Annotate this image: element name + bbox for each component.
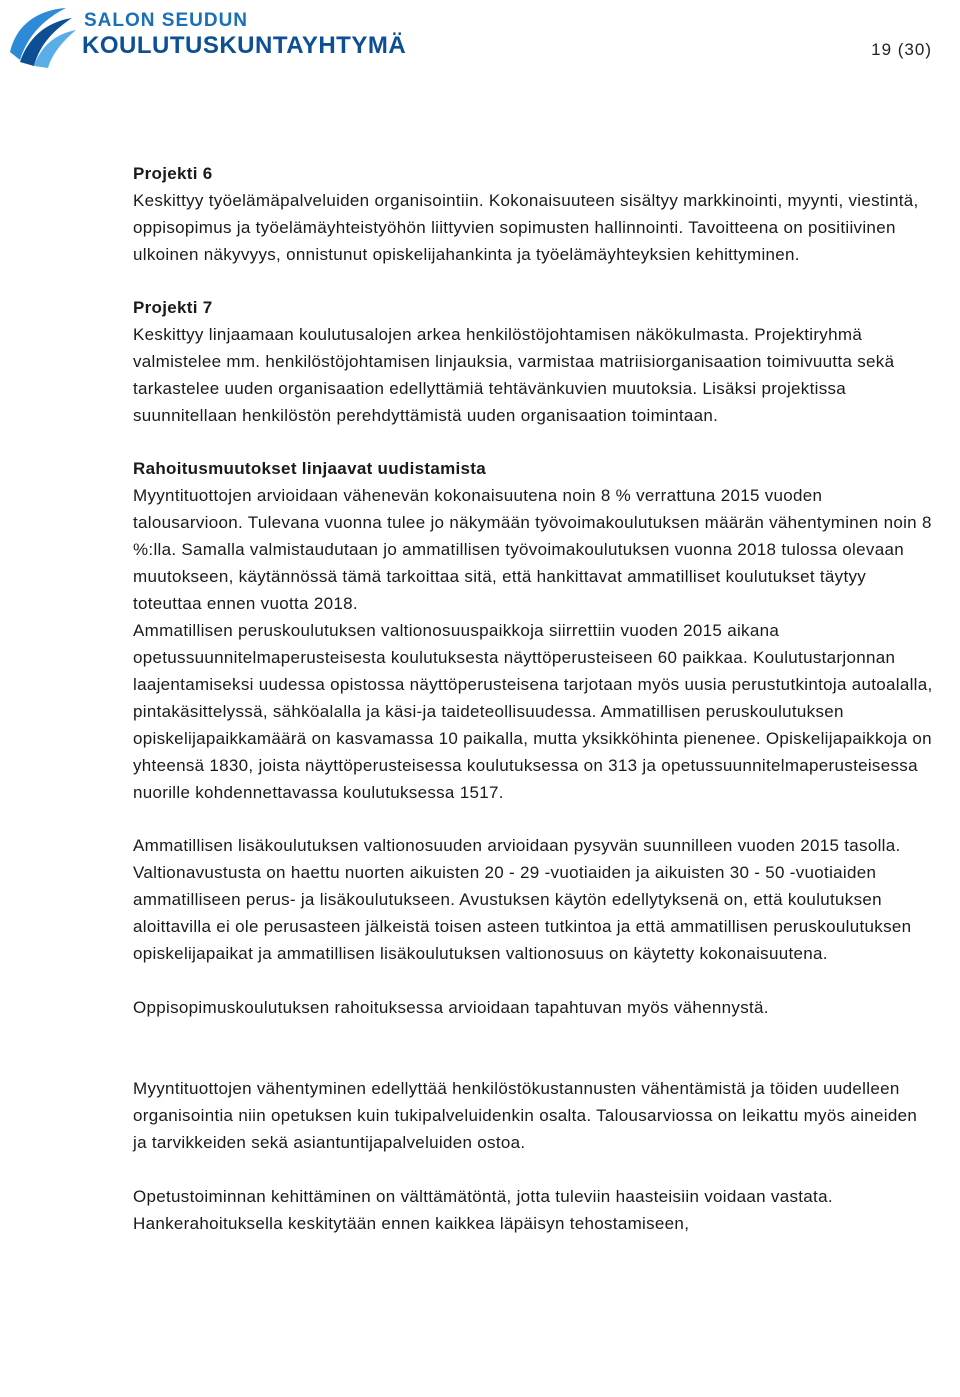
document-body — [133, 160, 935, 1237]
paragraph: Ammatillisen peruskoulutuksen valtionosuuspaikkoja siirrettiin vuoden 2015 aikana opetussuunnitelmaperusteisesta koulutuksesta näyttöperusteiseen 60 paikkaa. Koulutustarjonnan laajentamiseksi uudessa opistossa näyttöperusteisena tarjotaan myös uusia perustutkintoja autoalalla, pintakäsittelyssä, sähköalalla ja käsi-ja taideteollisuudessa. Ammatillisen peruskoulutuksen opiskelijapaikkamäärä on kasvamassa 10 paikalla, mutta yksikköhinta pienenee. Opiskelijapaikkoja on yhteensä 1830, joista näyttöperusteisessa koulutuksessa on 313 ja opetussuunnitelmaperusteisessa nuorille kohdennettavassa koulutuksessa 1517. — [133, 621, 933, 802]
paragraph: Myyntituottojen vähentyminen edellyttää henkilöstökustannusten vähentämistä ja töiden uudelleen organisointia niin opetuksen kuin tukipalveluidenkin osalta. Talousarviossa on leikattu myös aineiden ja tarvikkeiden sekä asiantuntijapalveluiden ostoa. — [133, 1079, 918, 1152]
section-heading: Rahoitusmuutokset linjaavat uudistamista — [133, 459, 487, 478]
organization-logo — [6, 4, 448, 68]
section-heading: Projekti 6 — [133, 164, 213, 183]
paragraph: Myyntituottojen arvioidaan vähenevän kokonaisuutena noin 8 % verrattuna 2015 vuoden talousarvioon. Tulevana vuonna tulee jo näkymään työvoimakoulutuksen määrän vähentyminen noin 8 %:lla. Samalla valmistaudutaan jo ammatillisen työvoimakoulutuksen vuonna 2018 tulossa olevaan muutokseen, käytännössä tämä tarkoittaa sitä, että hankittavat ammatilliset koulutukset täytyy toteuttaa ennen vuotta 2018. — [133, 486, 932, 613]
section-heading: Projekti 7 — [133, 298, 213, 317]
section-projekti-7 — [133, 294, 935, 429]
logo-emblem-icon — [6, 4, 78, 68]
section-rahoitusmuutokset — [133, 455, 935, 806]
paragraph: Ammatillisen lisäkoulutuksen valtionosuuden arvioidaan pysyvän suunnilleen vuoden 2015 tasolla. Valtionavustusta on haettu nuorten aikuisten 20 - 29 -vuotiaiden ja aikuisten 30 - 50 -vuotiaiden ammatilliseen perus- ja lisäkoulutukseen. Avustuksen käytön edellytyksenä on, että koulutuksen aloittavilla ei ole perusasteen jälkeistä toisen asteen tutkintoa ja että ammatillisen peruskoulutuksen opiskelijapaikat ja ammatillisen lisäkoulutuksen valtionosuus on käytetty kokonaisuutena. — [133, 836, 912, 963]
page-number: 19 (30) — [871, 40, 932, 59]
paragraph: Opetustoiminnan kehittäminen on välttämätöntä, jotta tuleviin haasteisiin voidaan vastata. Hankerahoituksella keskitytään ennen kaikkea läpäisyn tehostamiseen, — [133, 1187, 833, 1233]
logo-text-line1: SALON SEUDUN — [84, 10, 249, 31]
section-projekti-6 — [133, 160, 935, 268]
paragraph: Keskittyy linjaamaan koulutusalojen arkea henkilöstöjohtamisen näkökulmasta. Projektiryhmä valmistelee mm. henkilöstöjohtamisen linjauksia, varmistaa matriisiorganisaation toimivuutta sekä tarkastelee uuden organisaation edellyttämiä tehtävänkuvien muutoksia. Lisäksi projektissa suunnitellaan henkilöstön perehdyttämistä uuden organisaation toimintaan. — [133, 325, 895, 425]
paragraph: Keskittyy työelämäpalveluiden organisointiin. Kokonaisuuteen sisältyy markkinointi, myynti, viestintä, oppisopimus ja työelämäyhteistyöhön liittyvien sopimusten hallinnointi. Tavoitteena on positiivinen ulkoinen näkyvyys, onnistunut opiskelijahankinta ja työelämäyhteyksien kehittyminen. — [133, 191, 919, 264]
logo-text-line2: KOULUTUSKUNTAYHTYMÄ — [82, 32, 407, 59]
page-header — [0, 0, 960, 90]
paragraph: Oppisopimuskoulutuksen rahoituksessa arvioidaan tapahtuvan myös vähennystä. — [133, 998, 769, 1017]
